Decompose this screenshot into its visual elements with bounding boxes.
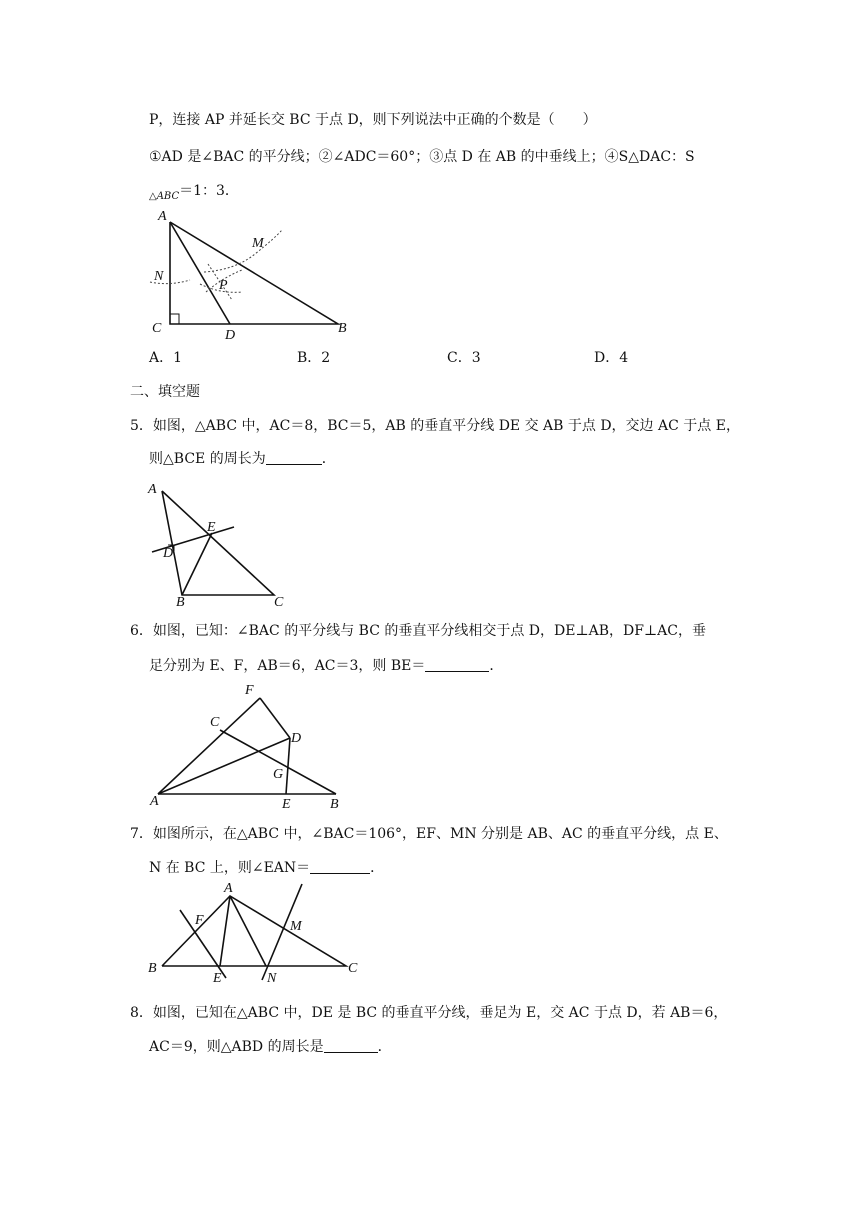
q6-label-a: A (150, 794, 159, 809)
q6-line2-text: 足分别为 E、F，AB＝6，AC＝3，则 BE＝ (149, 658, 426, 674)
q7-line1: 7．如图所示，在△ABC 中，∠BAC＝106°，EF、MN 分别是 AB、AC 的垂直平分线，点 E、 (130, 826, 728, 842)
q6-line1: 6．如图，已知：∠BAC 的平分线与 BC 的垂直平分线相交于点 D，DE⊥AB，DF⊥AC，垂 (130, 623, 706, 639)
q5-figure (140, 475, 380, 610)
q4-label-a: A (158, 209, 167, 224)
q4-option-a: A．1 (149, 350, 183, 366)
q5-label-c: C (274, 595, 284, 610)
q5-label-b: B (176, 595, 185, 610)
q6-line2-end: ． (489, 658, 504, 674)
q6-label-e: E (282, 797, 291, 812)
q7-label-c: C (348, 961, 358, 976)
q8-line1: 8．如图，已知在△ABC 中，DE 是 BC 的垂直平分线，垂足为 E，交 AC 于点 D，若 AB＝6， (130, 1005, 728, 1021)
q4-label-n: N (154, 269, 164, 284)
q6-figure (140, 680, 360, 810)
q7-line2 (149, 858, 384, 878)
q6-line2 (149, 656, 503, 676)
q4-option-b: B．2 (297, 350, 331, 366)
q6-label-b: B (330, 797, 339, 812)
q4-line2: ①AD 是∠BAC 的平分线；②∠ADC＝60°；③点 D 在 AB 的中垂线上；④S△DAC：S (149, 149, 695, 165)
q5-line2-end: ． (321, 451, 336, 467)
q4-line3-rest: ＝1：3． (179, 183, 239, 199)
q4-line1: P，连接 AP 并延长交 BC 于点 D，则下列说法中正确的个数是（ ） (149, 112, 597, 128)
q4-label-p: P (219, 278, 228, 293)
q7-line2-text: N 在 BC 上，则∠EAN＝ (149, 860, 311, 876)
q7-figure (140, 878, 370, 988)
q6-label-c: C (210, 715, 220, 730)
q4-label-b: B (338, 321, 347, 336)
q7-label-e: E (213, 971, 222, 986)
q4-figure (140, 200, 360, 345)
q4-label-d: D (225, 328, 236, 343)
q7-label-b: B (148, 961, 157, 976)
q4-label-c: C (152, 321, 162, 336)
q7-label-a: A (224, 881, 233, 896)
q5-label-a: A (148, 482, 157, 497)
q5-label-e: E (207, 520, 216, 535)
q4-label-m: M (252, 236, 264, 251)
q7-line2-end: ． (370, 860, 385, 876)
q6-answer-blank[interactable] (425, 657, 489, 672)
q5-answer-blank[interactable] (266, 450, 322, 465)
q5-line1: 5．如图，△ABC 中，AC＝8，BC＝5，AB 的垂直平分线 DE 交 AB 于点 D，交边 AC 于点 E， (130, 418, 740, 434)
q5-label-d: D (163, 546, 174, 561)
q7-answer-blank[interactable] (310, 859, 370, 874)
q7-label-n: N (267, 971, 277, 986)
q7-label-m: M (290, 919, 302, 934)
q6-label-f: F (245, 683, 254, 698)
q8-line2-end: ． (377, 1039, 392, 1055)
q8-answer-blank[interactable] (324, 1038, 378, 1053)
q8-line2 (149, 1037, 392, 1057)
q6-label-g: G (273, 767, 284, 782)
q4-option-c: C．3 (447, 350, 481, 366)
q5-line2 (149, 449, 336, 469)
q6-label-d: D (291, 731, 302, 746)
q7-label-f: F (195, 913, 204, 928)
section-title: 二、填空题 (130, 384, 200, 400)
q4-line3-subscript: △ABC (149, 191, 180, 202)
q4-option-d: D．4 (594, 350, 629, 366)
q8-line2-text: AC＝9，则△ABD 的周长是 (149, 1039, 324, 1055)
q5-line2-text: 则△BCE 的周长为 (149, 451, 266, 467)
